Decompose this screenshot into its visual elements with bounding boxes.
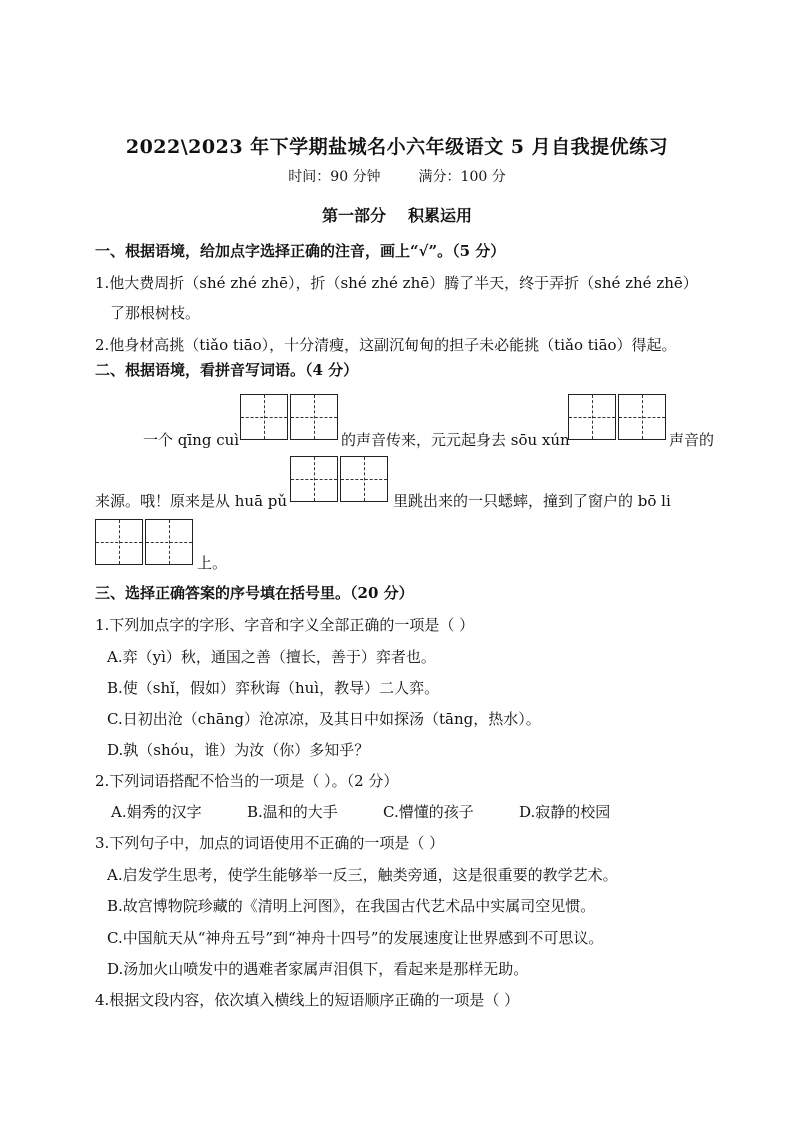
- tianzige-cell[interactable]: [568, 394, 616, 440]
- s2-text-1c: 声音的: [669, 431, 715, 449]
- s2-text-1a: 一个 qīng cuì: [143, 431, 240, 449]
- part-name: 积累运用: [408, 206, 473, 225]
- s3-q1-option-b: B.使（shǐ，假如）弈秋诲（huì，教导）二人弈。: [107, 679, 440, 697]
- s3-q3-option-d: D.汤加火山喷发中的遇难者家属声泪俱下，看起来是那样无助。: [107, 960, 529, 978]
- s3-q1-option-a: A.弈（yì）秋，通国之善（擅长，善于）弈者也。: [107, 648, 436, 666]
- page-title: 2022\2023 年下学期盐城名小六年级语文 5 月自我提优练习: [125, 136, 669, 158]
- part-number: 第一部分: [321, 206, 386, 225]
- answer-box-boli[interactable]: [95, 519, 193, 565]
- exam-score: 满分：100 分: [418, 169, 506, 185]
- s3-q1: 1.下列加点字的字形、字音和字义全部正确的一项是（ ）: [95, 616, 475, 634]
- answer-box-huapu[interactable]: [290, 456, 388, 502]
- tianzige-cell[interactable]: [290, 456, 338, 502]
- answer-box-qingcui[interactable]: [240, 394, 338, 440]
- exam-info: [0, 166, 794, 186]
- s3-q3-option-a: A.启发学生思考，使学生能够举一反三，触类旁通，这是很重要的教学艺术。: [107, 866, 618, 884]
- s3-q2: 2.下列词语搭配不恰当的一项是（ ）。（2 分）: [95, 772, 399, 790]
- s3-q3-option-c: C.中国航天从“神舟五号”到“神舟十四号”的发展速度让世界感到不可思议。: [107, 929, 604, 947]
- s3-q3: 3.下列句子中，加点的词语使用不正确的一项是（ ）: [95, 834, 445, 852]
- tianzige-cell[interactable]: [145, 519, 193, 565]
- tianzige-cell[interactable]: [240, 394, 288, 440]
- s3-q2-option-d: D.寂静的校园: [519, 803, 611, 821]
- s3-q4: 4.根据文段内容，依次填入横线上的短语顺序正确的一项是（ ）: [95, 991, 520, 1009]
- s2-text-2a: 来源。哦！原来是从 huā pǔ: [95, 492, 288, 510]
- section2-heading: 二、根据语境，看拼音写词语。（4 分）: [95, 361, 359, 379]
- s3-q3-option-b: B.故宫博物院珍藏的《清明上河图》，在我国古代艺术品中实属司空见惯。: [107, 897, 596, 915]
- s2-text-2b: 里跳出来的一只蟋蟀，撞到了窗户的 bō li: [393, 492, 671, 510]
- s3-q2-option-c: C.懵懂的孩子: [383, 803, 474, 821]
- tianzige-cell[interactable]: [618, 394, 666, 440]
- s2-text-3: 上。: [197, 554, 228, 572]
- s1-q2: 2.他身材高挑（tiǎo tiāo），十分清瘦，这副沉甸甸的担子未必能挑（tiǎo tiāo）得起。: [95, 336, 677, 354]
- section1-heading: 一、根据语境，给加点字选择正确的注音，画上“√”。（5 分）: [95, 242, 506, 260]
- tianzige-cell[interactable]: [95, 519, 143, 565]
- tianzige-cell[interactable]: [340, 456, 388, 502]
- s1-q1-line1: 1.他大费周折（shé zhé zhē），折（shé zhé zhē）腾了半天，终于弄折（shé zhé zhē）: [95, 274, 698, 292]
- s3-q1-option-c: C.日初出沧（chāng）沧凉凉，及其日中如探汤（tāng，热水）。: [107, 710, 541, 728]
- s3-q1-option-d: D.孰（shóu，谁）为汝（你）多知乎？: [107, 741, 370, 759]
- section3-heading: 三、选择正确答案的序号填在括号里。（20 分）: [95, 584, 414, 602]
- s3-q2-option-a: A.娟秀的汉字: [111, 803, 202, 821]
- exam-time: 时间：90 分钟: [288, 169, 381, 185]
- answer-box-souxun[interactable]: [568, 394, 666, 440]
- tianzige-cell[interactable]: [290, 394, 338, 440]
- part-heading: [0, 203, 794, 226]
- s3-q2-option-b: B.温和的大手: [247, 803, 338, 821]
- s2-text-1b: 的声音传来，元元起身去 sōu xún: [341, 431, 570, 449]
- s1-q1-line2: 了那根树枝。: [110, 304, 201, 322]
